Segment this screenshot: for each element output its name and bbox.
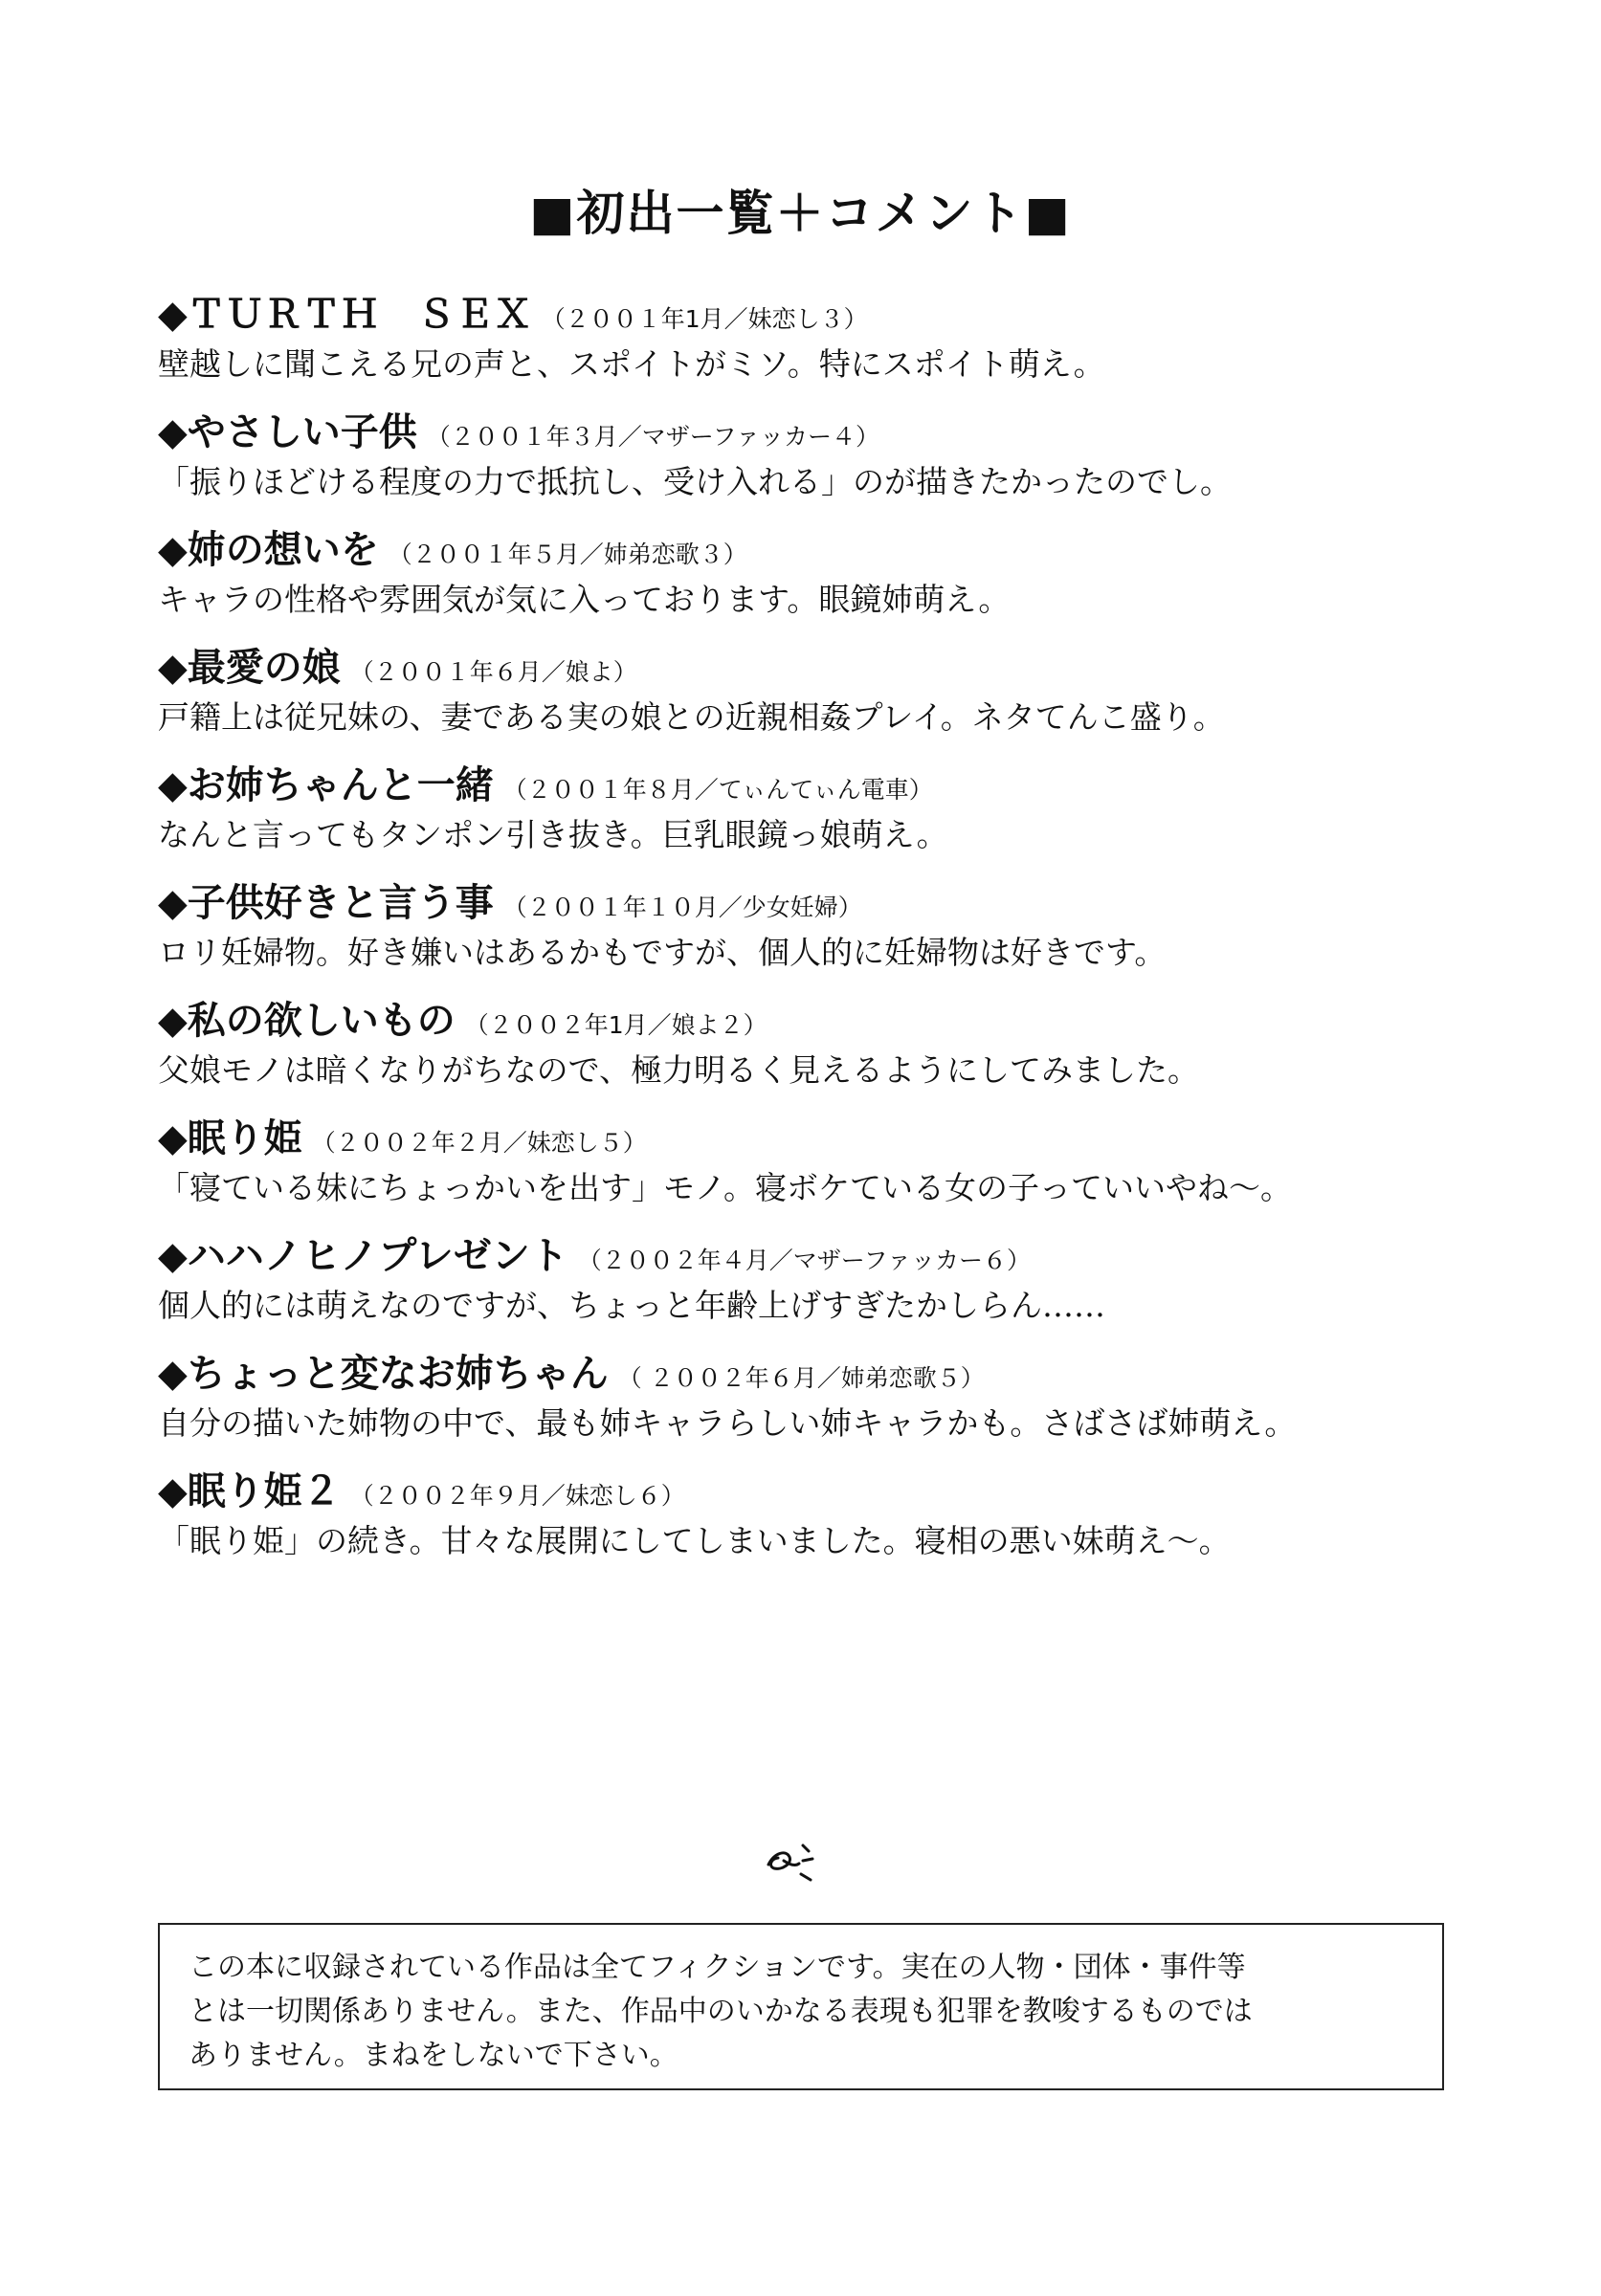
entry-source: （２００２年４月／マザーファッカー６） [577,1247,1032,1274]
entry-source: （２００２年２月／妹恋し５） [311,1129,647,1157]
entry-header [158,875,1459,931]
entry [158,640,1459,758]
entry-list [158,287,1459,1581]
entry-source: （２００１年1月／妹恋し３） [541,305,868,333]
entry [158,1228,1459,1346]
entry-source: （２００２年1月／娘よ２） [464,1011,767,1039]
entry-source: （２００１年６月／娘よ） [349,658,637,686]
entry [158,875,1459,993]
entry-header [158,758,1459,813]
entry [158,1464,1459,1581]
entry-comment: 戸籍上は従兄妹の、妻である実の娘との近親相姦プレイ。ネタてんこ盛り。 [158,698,1225,736]
entry-source: （２００１年１０月／少女妊婦） [502,894,862,921]
disclaimer-box [158,1923,1444,2090]
entry [158,287,1459,405]
entry [158,405,1459,522]
entry-comment: ロリ妊婦物。好き嫌いはあるかもですが、個人的に妊婦物は好きです。 [158,934,1167,971]
entry-comment: なんと言ってもタンポン引き抜き。巨乳眼鏡っ娘萌え。 [158,816,948,853]
entry-comment: 壁越しに聞こえる兄の声と、スポイトがミソ。特にスポイト萌え。 [158,345,1105,383]
entry-comment: 「寝ている妹にちょっかいを出す」モノ。寝ボケている女の子っていいやね～。 [158,1169,1293,1206]
entry-header [158,1111,1459,1166]
handwritten-signature-icon [761,1832,837,1889]
entry [158,758,1459,875]
entry-title: ◆眠り姫 [158,1116,302,1160]
entry-title: ◆眠り姫２ [158,1469,341,1513]
entry-source: （２００１年５月／姉弟恋歌３） [388,541,747,568]
entry-source: （ ２００２年６月／姉弟恋歌５） [617,1364,985,1392]
entry-header [158,1228,1459,1284]
entry-source: （２００１年８月／てぃんてぃん電車） [502,776,933,804]
entry-title: ◆ちょっと変なお姉ちゃん [158,1352,609,1396]
entry-comment: 「振りほどける程度の力で抵抗し、受け入れる」のが描きたかったのでし。 [158,463,1232,500]
entry-title: ◆私の欲しいもの [158,999,456,1043]
entry-title: ◆やさしい子供 [158,410,417,454]
entry-comment: 父娘モノは暗くなりがちなので、極力明るく見えるようにしてみました。 [158,1051,1200,1089]
disclaimer-line: ありません。まねをしないで下さい。 [189,2039,678,2072]
entry-title: ◆お姉ちゃんと一緒 [158,763,494,807]
entry [158,1111,1459,1228]
entry [158,522,1459,640]
entry-title: ◆最愛の娘 [158,646,341,690]
entry-header [158,1464,1459,1519]
entry [158,1346,1459,1464]
entry-header [158,640,1459,695]
entry [158,993,1459,1111]
page-title: ■初出一覧＋コメント■ [529,186,1072,241]
entry-comment: 「眠り姫」の続き。甘々な展開にしてしまいました。寝相の悪い妹萌え～。 [158,1522,1231,1559]
entry-header [158,405,1459,460]
entry-title: ◆子供好きと言う事 [158,881,494,925]
entry-title: ◆ハハノヒノプレゼント [158,1234,568,1278]
disclaimer-line: この本に収録されている作品は全てフィクションです。実在の人物・団体・事件等 [189,1951,1246,1984]
entry-header [158,1346,1459,1402]
disclaimer-line: とは一切関係ありません。また、作品中のいかなる表現も犯罪を教唆するものでは [189,1995,1253,2028]
entry-header [158,287,1459,342]
entry-header [158,522,1459,578]
entry-title: ◆ＴＵＲＴＨ ＳＥＸ [158,293,532,337]
entry-title: ◆姉の想いを [158,528,379,572]
entry-source: （２００１年３月／マザーファッカー４） [426,423,880,451]
entry-comment: 自分の描いた姉物の中で、最も姉キャラらしい姉キャラかも。さばさば姉萌え。 [158,1404,1297,1442]
entry-comment: 個人的には萌えなのですが、ちょっと年齢上げすぎたかしらん…… [158,1287,1105,1324]
entry-source: （２００２年９月／妹恋し６） [349,1482,685,1510]
entry-header [158,993,1459,1049]
entry-comment: キャラの性格や雰囲気が気に入っております。眼鏡姉萌え。 [158,581,1011,618]
